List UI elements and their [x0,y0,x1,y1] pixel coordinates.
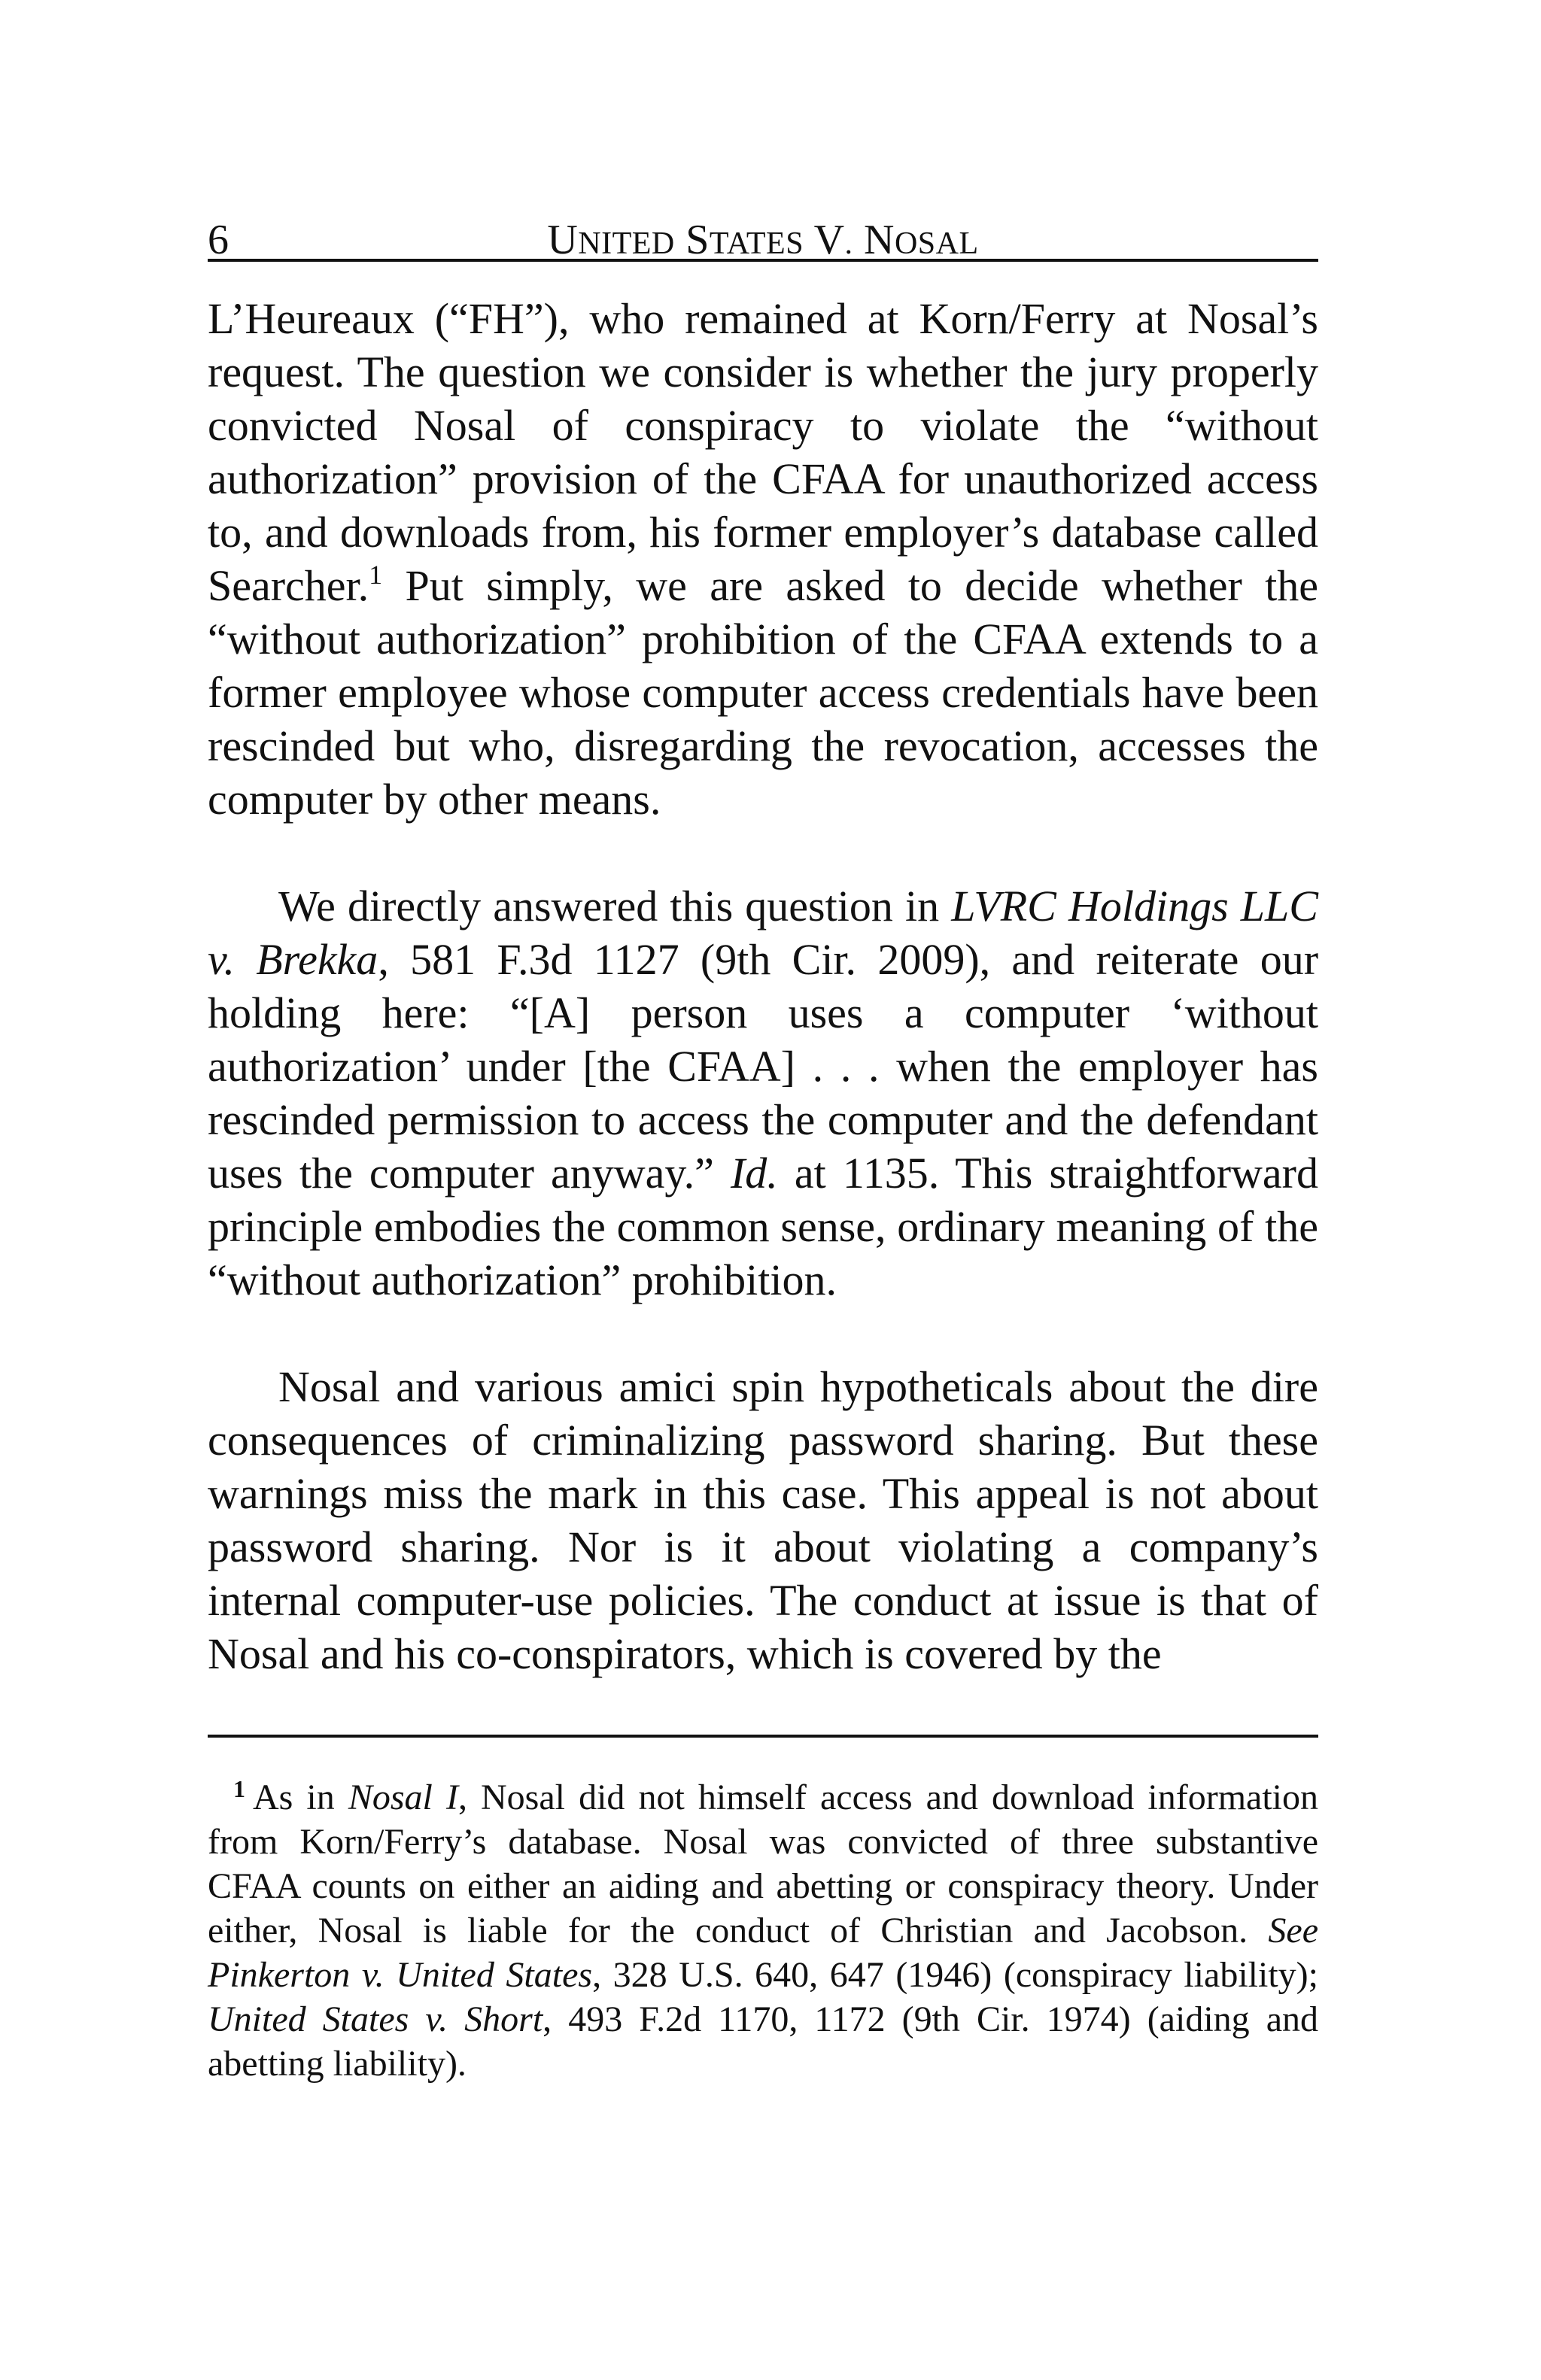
paragraph-3: Nosal and various amici spin hypotheticals about the dire consequences of criminalizing password sharing. But these warnings miss the mark in this case. This appeal is not about password sharing. Nor is it about violating a company’s internal computer-use policies. The conduct at issue is that of Nosal and his co-conspirators, which is covered by the [208,1362,1318,1678]
id-citation: Id. [730,1149,778,1198]
footnote-italic-short: United States v. Short [208,1999,543,2039]
footnote-1 [208,1775,1318,2086]
footnote-italic-pinkerton: See Pinkerton v. United States [208,1911,1318,1995]
footnote-text-1: As in [253,1777,348,1817]
footnote-text-4: , 493 F.2d 1170, 1172 (9th Cir. 1974) (aiding and abetting liability). [208,1999,1318,2084]
footnotes [208,1775,1318,2086]
footnote-text-2: , Nosal did not himself access and download information from Korn/Ferry’s database. Nosal was convicted of three substantive CFAA counts on either an aiding and abetting or conspiracy theory. Under either, Nosal is liable for the conduct of Christian and Jacobson. [208,1777,1318,1950]
paragraph-2-text-c: at 1135. This straightforward principle embodies the common sense, ordinary meaning of the “without authorization” prohibition. [208,1149,1318,1304]
paragraph-2-text-b: , 581 F.3d 1127 (9th Cir. 2009), and reiterate our holding here: “[A] person uses a computer ‘without authorization’ under [the CFAA] . . . when the employer has rescinded permission to access the computer and the defendant uses the computer anyway.” [208,935,1319,1198]
paragraph-1 [208,292,1318,826]
paragraph-2 [208,879,1318,1307]
footnote-number: 1 [233,1775,245,1802]
paragraph-1-text-b: Put simply, we are asked to decide whether the “without authorization” prohibition of the CFAA extends to a former employee whose computer access credentials have been rescinded but who, disregarding the revocation, accesses the computer by other means. [208,561,1318,824]
paragraph-1-text-a: L’Heureaux (“FH”), who remained at Korn/Ferry at Nosal’s request. The question we consider is whether the jury properly convicted Nosal of conspiracy to violate the “without authorization” provision of the CFAA for unauthorized access to, and downloads from, his former employer’s database called Searcher. [208,294,1318,610]
body-text [208,292,1318,1680]
footnote-divider [208,1735,1318,1738]
paragraph-2-text-a: We directly answered this question in [278,882,952,930]
running-head-text: UNITED STATES V. NOSAL [547,217,979,263]
running-head [208,212,1318,272]
case-citation-brekka: LVRC Holdings LLC v. Brekka [208,882,1318,984]
page-number: 6 [208,217,229,263]
page-header [208,203,1318,262]
document-page [208,203,1318,2086]
footnote-text-3: , 328 U.S. 640, 647 (1946) (conspiracy liability); [592,1955,1318,1995]
footnote-italic-nosal-i: Nosal I [348,1777,458,1817]
footnote-reference-1: 1 [369,560,383,590]
